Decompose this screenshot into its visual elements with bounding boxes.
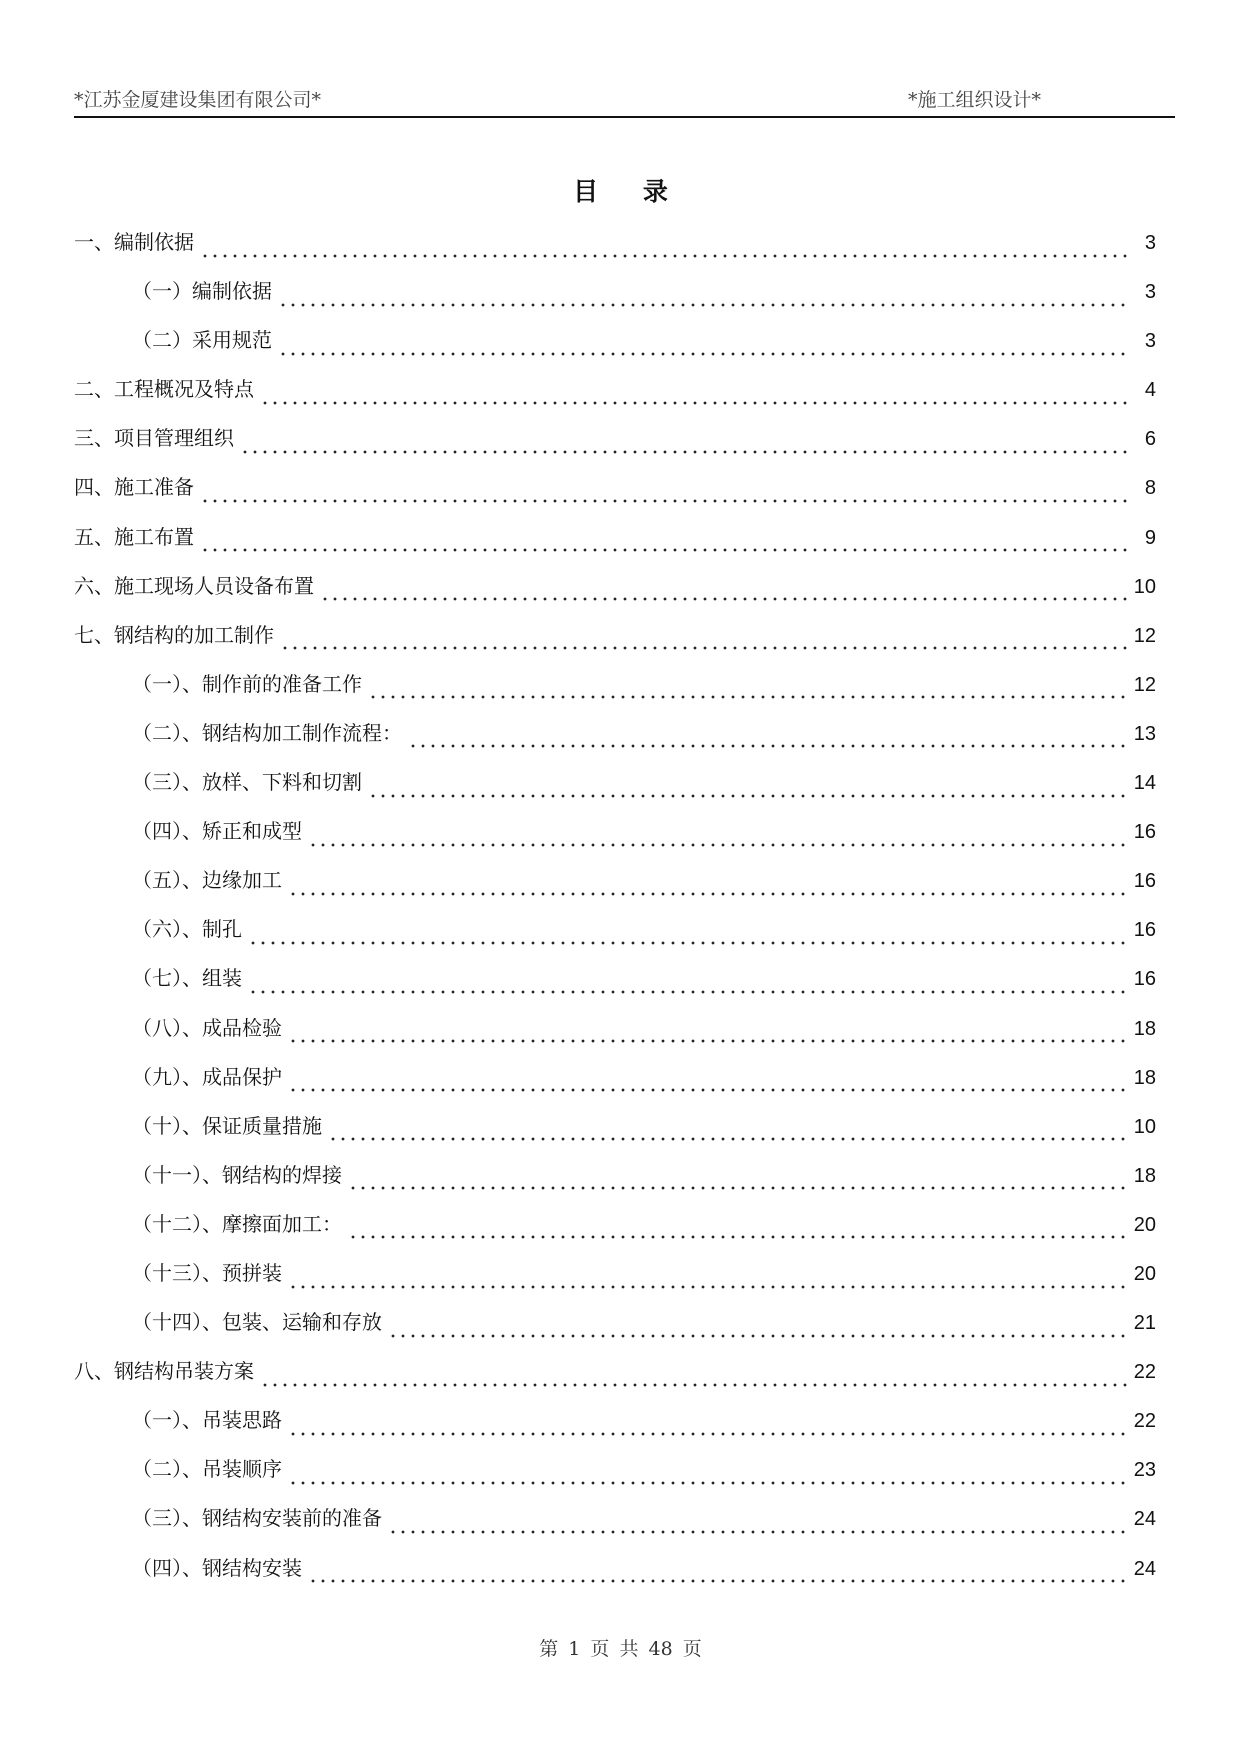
- toc-entry[interactable]: [74, 1302, 1156, 1351]
- toc-entry[interactable]: [74, 1204, 1156, 1253]
- toc-entry-label: （四）、矫正和成型: [132, 819, 302, 844]
- toc-entry-label: （十）、保证质量措施: [132, 1113, 322, 1138]
- toc-dot-leader: [348, 1186, 1128, 1190]
- page-footer: 第 1 页 共 48 页: [539, 1638, 702, 1660]
- toc-entry-label: 二、工程概况及特点: [74, 377, 254, 402]
- toc-entry-label: 八、钢结构吊装方案: [74, 1359, 254, 1384]
- toc-entry[interactable]: [74, 418, 1156, 467]
- toc-entry-label: （二）、钢结构加工制作流程：: [132, 720, 402, 745]
- toc-entry-page-number: 9: [1144, 526, 1156, 549]
- toc-entry-page-number: 16: [1133, 919, 1156, 942]
- toc-entry-page-number: 24: [1133, 1508, 1156, 1531]
- toc-entry[interactable]: [74, 713, 1156, 762]
- toc-entry[interactable]: [74, 467, 1156, 516]
- toc-dot-leader: [288, 1039, 1128, 1043]
- toc-entry[interactable]: [74, 1155, 1156, 1204]
- toc-entry-label: （五）、边缘加工: [132, 868, 282, 893]
- toc-entry-page-number: 18: [1133, 1164, 1156, 1187]
- toc-dot-leader: [260, 401, 1128, 405]
- table-of-contents: [74, 222, 1156, 1597]
- toc-entry-page-number: 10: [1133, 1115, 1156, 1138]
- toc-entry-label: （六）、制孔: [132, 917, 242, 942]
- toc-entry[interactable]: [74, 1449, 1156, 1498]
- toc-dot-leader: [348, 1235, 1128, 1239]
- toc-entry[interactable]: [74, 271, 1156, 320]
- toc-entry[interactable]: [74, 1400, 1156, 1449]
- toc-entry[interactable]: [74, 958, 1156, 1007]
- toc-dot-leader: [388, 1530, 1128, 1534]
- toc-entry-label: 六、施工现场人员设备布置: [74, 573, 314, 598]
- toc-entry-label: （一）编制依据: [132, 279, 272, 304]
- toc-entry-label: （十一）、钢结构的焊接: [132, 1162, 342, 1187]
- toc-entry-page-number: 18: [1133, 1066, 1156, 1089]
- toc-dot-leader: [328, 1137, 1128, 1141]
- toc-entry-page-number: 22: [1133, 1410, 1156, 1433]
- toc-entry[interactable]: [74, 320, 1156, 369]
- toc-entry-page-number: 8: [1144, 477, 1156, 500]
- toc-entry-label: （九）、成品保护: [132, 1064, 282, 1089]
- toc-entry-label: （十三）、预拼装: [132, 1260, 282, 1285]
- toc-entry[interactable]: [74, 860, 1156, 909]
- toc-entry-page-number: 20: [1133, 1262, 1156, 1285]
- toc-entry-page-number: 18: [1133, 1017, 1156, 1040]
- toc-dot-leader: [288, 1481, 1128, 1485]
- toc-dot-leader: [248, 941, 1128, 945]
- toc-entry-page-number: 22: [1133, 1361, 1156, 1384]
- toc-dot-leader: [408, 744, 1128, 748]
- toc-entry[interactable]: [74, 517, 1156, 566]
- toc-dot-leader: [278, 352, 1128, 356]
- toc-entry-label: （一）、吊装思路: [132, 1408, 282, 1433]
- toc-entry[interactable]: [74, 1057, 1156, 1106]
- toc-entry-page-number: 20: [1133, 1213, 1156, 1236]
- toc-dot-leader: [388, 1334, 1128, 1338]
- toc-entry-label: （二）采用规范: [132, 328, 272, 353]
- toc-entry[interactable]: [74, 762, 1156, 811]
- toc-dot-leader: [200, 254, 1128, 258]
- header-company-name: *江苏金厦建设集团有限公司*: [74, 89, 322, 111]
- toc-entry-page-number: 6: [1144, 428, 1156, 451]
- toc-dot-leader: [278, 303, 1128, 307]
- toc-dot-leader: [240, 450, 1128, 454]
- toc-entry-label: 四、施工准备: [74, 475, 194, 500]
- toc-dot-leader: [288, 1088, 1128, 1092]
- toc-entry-label: （二）、吊装顺序: [132, 1457, 282, 1482]
- toc-dot-leader: [200, 499, 1128, 503]
- toc-entry-page-number: 21: [1133, 1312, 1156, 1335]
- toc-entry[interactable]: [74, 1253, 1156, 1302]
- toc-entry-label: 一、编制依据: [74, 230, 194, 254]
- toc-entry[interactable]: [74, 1106, 1156, 1155]
- toc-entry[interactable]: [74, 566, 1156, 615]
- toc-entry[interactable]: [74, 664, 1156, 713]
- toc-entry-page-number: 16: [1133, 821, 1156, 844]
- toc-entry[interactable]: [74, 222, 1156, 271]
- toc-dot-leader: [260, 1383, 1128, 1387]
- toc-dot-leader: [288, 1432, 1128, 1436]
- toc-entry-label: （三）、钢结构安装前的准备: [132, 1506, 382, 1531]
- toc-entry-label: （八）、成品检验: [132, 1015, 282, 1040]
- toc-entry[interactable]: [74, 811, 1156, 860]
- toc-entry-label: 五、施工布置: [74, 524, 194, 549]
- toc-dot-leader: [368, 794, 1128, 798]
- toc-dot-leader: [288, 892, 1128, 896]
- toc-dot-leader: [308, 1579, 1128, 1583]
- toc-entry-page-number: 13: [1133, 722, 1156, 745]
- toc-entry-page-number: 3: [1144, 232, 1156, 254]
- toc-entry-label: （四）、钢结构安装: [132, 1555, 302, 1580]
- toc-entry[interactable]: [74, 1351, 1156, 1400]
- toc-dot-leader: [308, 843, 1128, 847]
- toc-entry[interactable]: [74, 369, 1156, 418]
- header-document-type: *施工组织设计*: [908, 89, 1042, 111]
- toc-entry[interactable]: [74, 909, 1156, 958]
- toc-dot-leader: [280, 646, 1128, 650]
- toc-entry-page-number: 12: [1133, 624, 1156, 647]
- toc-entry-page-number: 12: [1133, 673, 1156, 696]
- toc-entry-label: 七、钢结构的加工制作: [74, 622, 274, 647]
- toc-entry-label: （十四）、包装、运输和存放: [132, 1310, 382, 1335]
- toc-dot-leader: [320, 597, 1128, 601]
- toc-entry-label: （七）、组装: [132, 966, 242, 991]
- toc-dot-leader: [288, 1285, 1128, 1289]
- toc-entry-page-number: 16: [1133, 870, 1156, 893]
- toc-title: 目 录: [573, 177, 686, 206]
- toc-entry-page-number: 3: [1144, 281, 1156, 304]
- toc-entry-label: 三、项目管理组织: [74, 426, 234, 451]
- toc-entry[interactable]: [74, 1548, 1156, 1597]
- toc-entry-page-number: 16: [1133, 968, 1156, 991]
- toc-entry-label: （十二）、摩擦面加工：: [132, 1211, 342, 1236]
- page-header: [74, 88, 1175, 118]
- toc-dot-leader: [368, 695, 1128, 699]
- toc-entry-page-number: 10: [1133, 575, 1156, 598]
- toc-entry-page-number: 14: [1133, 772, 1156, 795]
- toc-entry-page-number: 3: [1144, 330, 1156, 353]
- toc-entry-page-number: 23: [1133, 1459, 1156, 1482]
- toc-entry[interactable]: [74, 1008, 1156, 1057]
- toc-entry[interactable]: [74, 615, 1156, 664]
- toc-entry[interactable]: [74, 1498, 1156, 1547]
- toc-dot-leader: [248, 990, 1128, 994]
- toc-dot-leader: [200, 548, 1128, 552]
- toc-entry-label: （三）、放样、下料和切割: [132, 770, 362, 795]
- toc-entry-page-number: 4: [1144, 379, 1156, 402]
- toc-entry-label: （一）、制作前的准备工作: [132, 671, 362, 696]
- toc-entry-page-number: 24: [1133, 1557, 1156, 1580]
